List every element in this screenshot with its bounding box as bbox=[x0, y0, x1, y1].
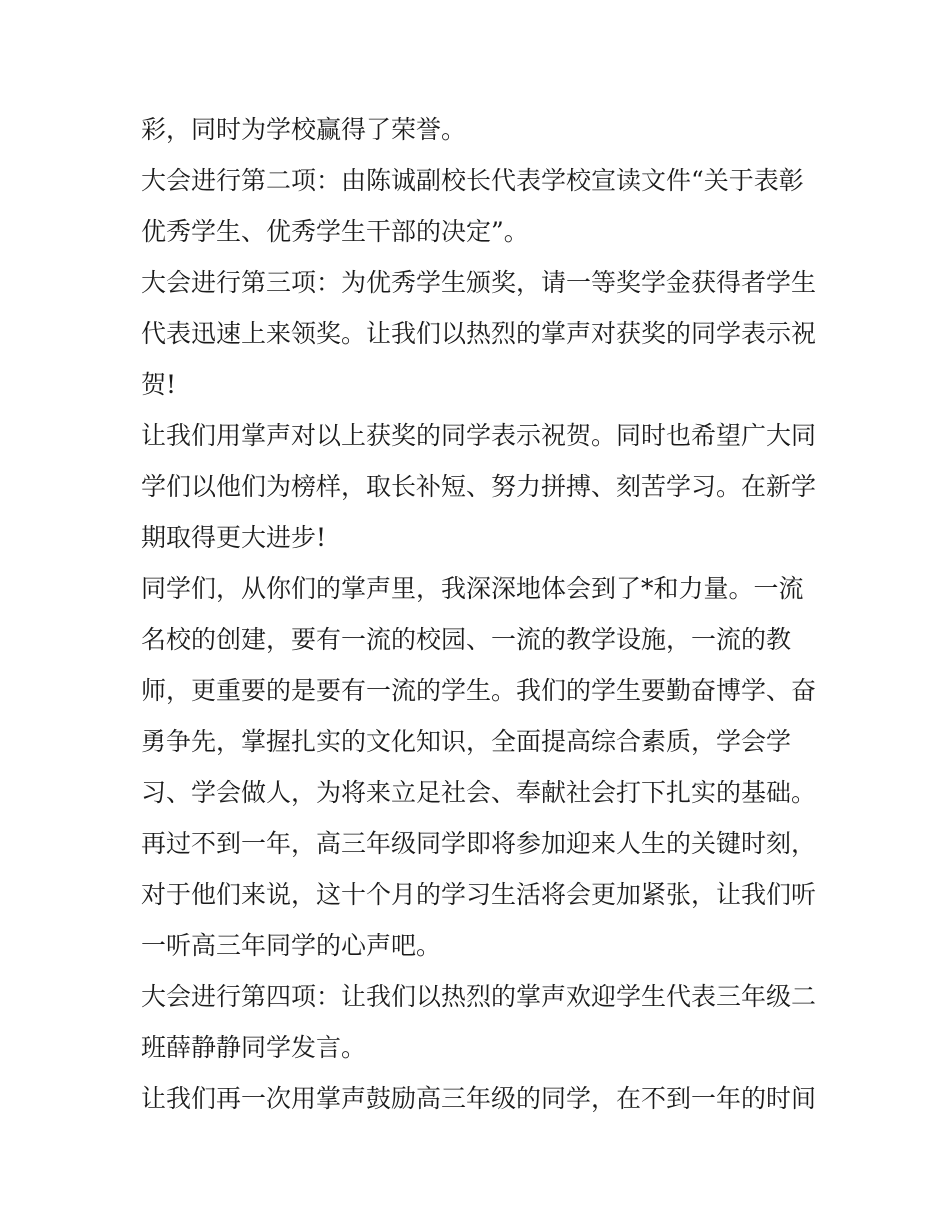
text-line: 大会进行第三项：为优秀学生颁奖，请一等奖学金获得者学生 bbox=[141, 268, 817, 297]
text-line: 大会进行第二项：由陈诚副校长代表学校宣读文件“关于表彰 bbox=[141, 166, 804, 195]
text-line: 大会进行第四项：让我们以热烈的掌声欢迎学生代表三年级二 bbox=[141, 982, 817, 1011]
text-line: 让我们用掌声对以上获奖的同学表示祝贺。同时也希望广大同 bbox=[141, 421, 817, 450]
text-line: 同学们，从你们的掌声里，我深深地体会到了*和力量。一流 bbox=[141, 574, 804, 603]
text-line: 贺! bbox=[141, 370, 177, 399]
text-line: 让我们再一次用掌声鼓励高三年级的同学，在不到一年的时间 bbox=[141, 1084, 817, 1113]
text-line: 代表迅速上来领奖。让我们以热烈的掌声对获奖的同学表示祝 bbox=[141, 319, 817, 348]
text-line: 师，更重要的是要有一流的学生。我们的学生要勤奋博学、奋 bbox=[141, 676, 817, 705]
text-line: 学们以他们为榜样，取长补短、努力拼搏、刻苦学习。在新学 bbox=[141, 472, 817, 501]
text-line: 再过不到一年，高三年级同学即将参加迎来人生的关键时刻， bbox=[141, 829, 817, 858]
text-line: 一听高三年同学的心声吧。 bbox=[141, 931, 442, 960]
text-line: 名校的创建，要有一流的校园、一流的教学设施，一流的教 bbox=[141, 625, 792, 654]
text-line: 勇争先，掌握扎实的文化知识，全面提高综合素质，学会学 bbox=[141, 727, 792, 756]
text-line: 优秀学生、优秀学生干部的决定”。 bbox=[141, 217, 529, 246]
text-line: 彩，同时为学校赢得了荣誉。 bbox=[141, 115, 467, 144]
text-line: 期取得更大进步! bbox=[141, 523, 327, 552]
text-line: 习、学会做人，为将来立足社会、奉献社会打下扎实的基础。 bbox=[141, 778, 817, 807]
text-line: 班薛静静同学发言。 bbox=[141, 1033, 367, 1062]
body-text bbox=[141, 107, 821, 1121]
text-line: 对于他们来说，这十个月的学习生活将会更加紧张，让我们听 bbox=[141, 880, 817, 909]
